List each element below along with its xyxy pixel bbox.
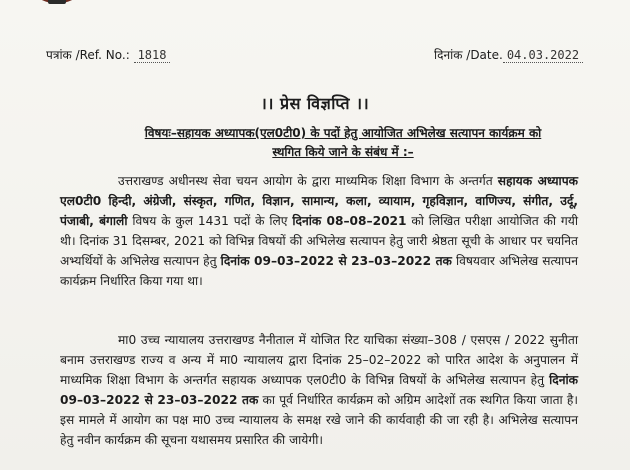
subject-line-1: विषयः–सहायक अध्यापक(एल0टी0) के पदों हेतु आयोजित अभिलेख सत्यापन कार्यक्रम को: [144, 126, 542, 140]
page-title: ।। प्रेस विज्ञप्ति ।।: [260, 94, 370, 113]
p1-text-1: उत्तराखण्ड अधीनस्थ सेवा चयन आयोग के द्वारा माध्यमिक शिक्षा विभाग के अन्तर्गत: [118, 174, 498, 188]
p1-bold-1: सहायक अध्यापक एल0टी0 हिन्दी, अंग्रेजी, संस्कृत, गणित, विज्ञान, सामान्य, कला, व्यायाम, गृहविज्ञान, वाणिज्य, संगीत, उर्दू, पंजाबी, बंगाली: [60, 174, 578, 228]
date-label: दिनांक /Date.: [434, 48, 503, 62]
paragraph-2: [60, 330, 578, 450]
date-value: 04.03.2022: [503, 48, 583, 63]
p2-text-2: का पूर्व निर्धारित कार्यक्रम को अग्रिम आदेशों तक स्थगित किया जाता है। इस मामले में आयोग का पक्ष मा0 उच्च न्यायालय के समक्ष रखे जाने की कार्यवाही की जा रही है। अभिलेख सत्यापन हेतु नवीन कार्यक्रम की सूचना यथासमय प्रसारित की जायेगी।: [60, 393, 578, 447]
p1-bold-3: दिनांक 09–03–2022 से 23–03–2022 तक: [220, 254, 452, 268]
reference-number: [46, 46, 170, 63]
p1-text-2: विषय के कुल 1431 पदों के लिए: [127, 214, 293, 228]
paragraph-1: [60, 171, 578, 291]
p2-text-1: मा0 उच्च न्यायालय उत्तराखण्ड नैनीताल में योजित रिट याचिका संख्या–308 / एसएस / 2022 सुनीता बनाम उत्तराखण्ड राज्य व अन्य में मा0 न्यायालय द्वारा दिनांक 25–02–2022 को पारित आदेश के अनुपालन में माध्यमिक शिक्षा विभाग के अन्तर्गत सहायक अध्यापक एल0टी0 के विभिन्न विषयों के अभिलेख सत्यापन हेतु: [60, 333, 578, 387]
subject-line: [78, 124, 608, 162]
document-date: [434, 46, 583, 63]
p1-text-4: विषयवार अभिलेख सत्यापन कार्यक्रम निर्धारित किया गया था।: [60, 254, 578, 288]
p1-text-3: को लिखित परीक्षा आयोजित की गयी थी। दिनांक 31 दिसम्बर, 2021 को विभिन्न विषयों की अभिलेख सत्यापन हेतु जारी श्रेष्ठता सूची के आधार पर चयनित अभ्यर्थियों के अभिलेख सत्यापन हेतु: [60, 214, 578, 268]
ref-value: 1818: [134, 48, 171, 63]
p1-bold-2: दिनांक 08–08–2021: [292, 214, 407, 228]
ref-label: पत्रांक /Ref. No.:: [46, 48, 130, 62]
state-emblem-icon: [28, 0, 86, 12]
p2-bold-1: दिनांक 09–03–2022 से 23–03–2022 तक: [60, 373, 578, 407]
subject-line-2: स्थगित किये जाने के संबंध में :–: [272, 145, 414, 159]
